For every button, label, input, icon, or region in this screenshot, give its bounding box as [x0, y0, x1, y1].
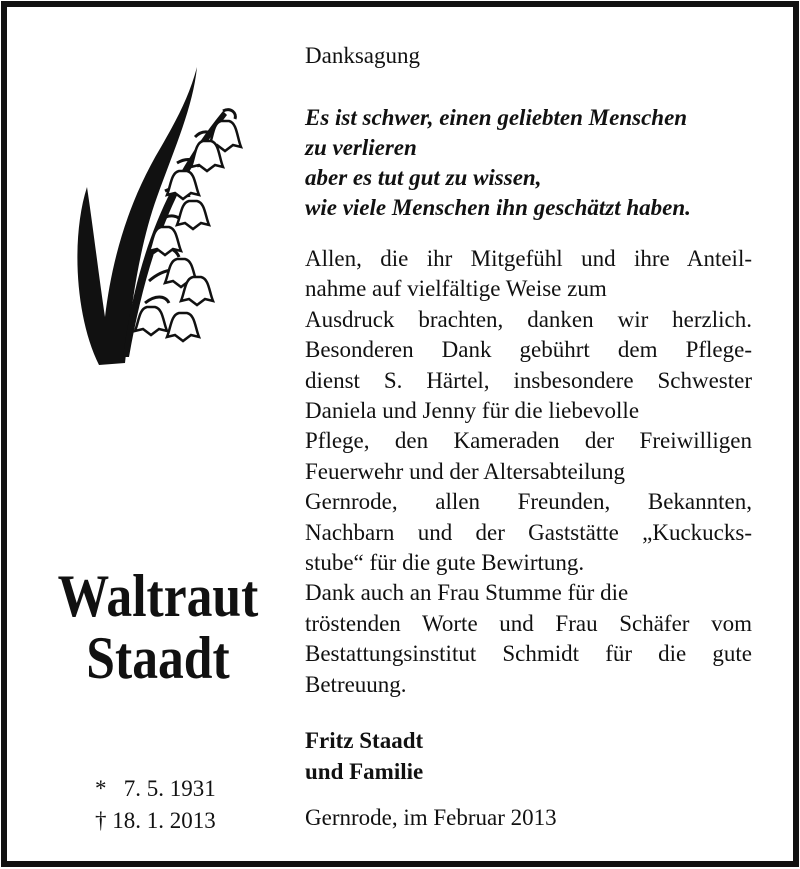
- obituary-frame: [1, 1, 799, 867]
- heading: Danksagung: [305, 43, 420, 68]
- motto-line: wie viele Menschen ihn geschätzt haben.: [305, 195, 691, 220]
- place-date: Gernrode, im Februar 2013: [305, 805, 557, 830]
- thank-you-text: [305, 244, 752, 700]
- body-line: Betreuung.: [305, 671, 407, 697]
- life-dates: [95, 773, 216, 837]
- signature-line: und Familie: [305, 759, 424, 784]
- body-line: tröstenden Worte und Frau Schäfer vom: [305, 610, 752, 636]
- body-line: nahme auf vielfältige Weise zum: [305, 276, 607, 302]
- body-line: Allen, die ihr Mitgefühl und ihre Anteil-: [305, 246, 752, 271]
- body-line: Dank auch an Frau Stumme für die: [305, 580, 629, 606]
- body-line: Bestattungsinstitut Schmidt für die gute: [305, 641, 752, 667]
- body-line: Feuerwehr und der Altersabteilung: [305, 458, 625, 484]
- body-line: Ausdruck brachten, danken wir herzlich.: [305, 306, 752, 332]
- body-line: dienst S. Härtel, insbesondere Schwester: [305, 367, 752, 393]
- body-line: Daniela und Jenny für die liebevolle: [305, 398, 640, 424]
- signature: [305, 725, 423, 787]
- motto-quote: [305, 103, 775, 223]
- motto-line: zu verlieren: [305, 135, 417, 160]
- lily-of-the-valley-icon: [65, 67, 255, 377]
- birth-date: * 7. 5. 1931: [95, 776, 216, 801]
- death-date: † 18. 1. 2013: [95, 808, 216, 833]
- body-line: Nachbarn und der Gaststätte „Kuckucks-: [305, 519, 752, 545]
- motto-line: aber es tut gut zu wissen,: [305, 165, 542, 190]
- signature-line: Fritz Staadt: [305, 728, 424, 753]
- body-line: Pflege, den Kameraden der Freiwilligen: [305, 428, 752, 454]
- deceased-name: [47, 565, 269, 689]
- body-line: stube“ für die gute Bewirtung.: [305, 550, 585, 576]
- last-name: Staadt: [86, 625, 230, 691]
- body-line: Gernrode, allen Freunden, Bekannten,: [305, 489, 752, 515]
- body-line: Besonderen Dank gebührt dem Pflege-: [305, 337, 752, 363]
- motto-line: Es ist schwer, einen geliebten Menschen: [305, 105, 688, 130]
- first-name: Waltraut: [57, 563, 259, 629]
